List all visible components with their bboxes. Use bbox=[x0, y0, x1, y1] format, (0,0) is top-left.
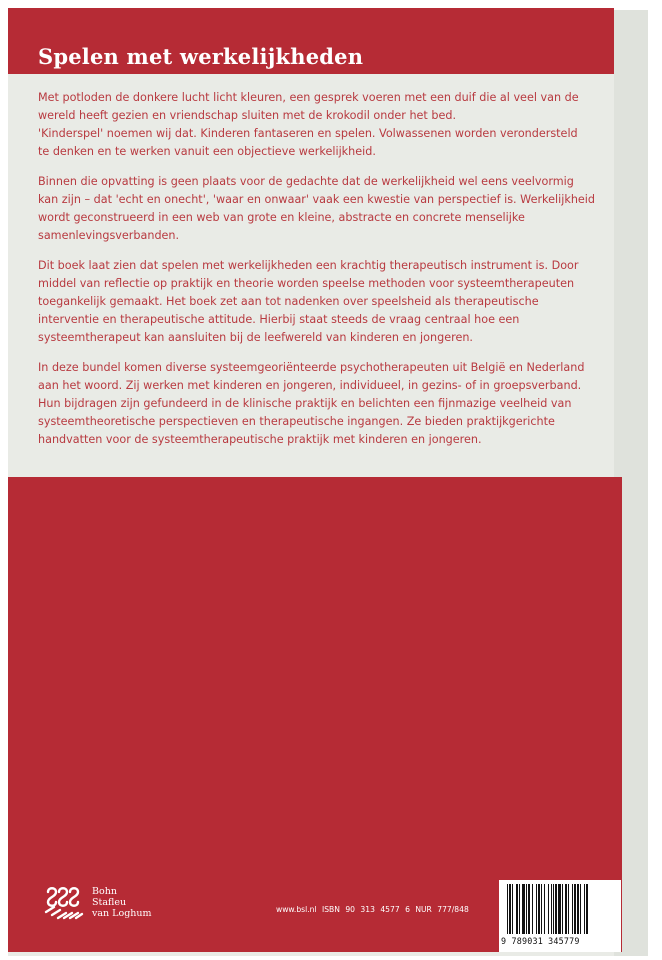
barcode-digits: 9 789031 345779 bbox=[501, 936, 580, 946]
blurb-paragraph bbox=[38, 173, 598, 245]
bohn-stafleu-logo-icon bbox=[44, 884, 84, 920]
book-title: Spelen met werkelijkheden bbox=[38, 44, 364, 69]
blurb-line: middel van reflectie op praktijk en theorie worden speelse methoden voor systeemtherapeuten bbox=[38, 277, 575, 290]
publisher-name bbox=[92, 886, 152, 919]
blurb-line: Binnen die opvatting is geen plaats voor de gedachte dat de werkelijkheid wel eens veelvormig bbox=[38, 175, 574, 188]
publisher-line: Bohn bbox=[92, 886, 117, 897]
barcode-area bbox=[499, 880, 621, 952]
blurb-line: In deze bundel komen diverse systeemgeoriënteerde psychotherapeuten uit België en Nederland bbox=[38, 361, 585, 374]
barcode-icon bbox=[505, 884, 615, 936]
blurb-line: systeemtherapeut kan aansluiten bij de leefwereld van kinderen en jongeren. bbox=[38, 331, 473, 344]
blurb-line: Met potloden de donkere lucht licht kleuren, een gesprek voeren met een duif die al veel van de bbox=[38, 91, 579, 104]
blurb bbox=[38, 89, 598, 461]
blurb-line: Hun bijdragen zijn gefundeerd in de klinische praktijk en belichten een fijnmazige veelheid van bbox=[38, 397, 572, 410]
blurb-line: wereld heeft gezien en vriendschap sluiten met de krokodil onder het bed. bbox=[38, 109, 457, 122]
blurb-line: samenlevingsverbanden. bbox=[38, 229, 180, 242]
blurb-line: systeemtheoretische perspectieven en therapeutische ingangen. Ze bieden praktijkgerichte bbox=[38, 415, 555, 428]
blurb-line: te denken en te werken vanuit een objectieve werkelijkheid. bbox=[38, 145, 376, 158]
blurb-line: wordt geconstrueerd in een web van grote en kleine, abstracte en concrete menselijke bbox=[38, 211, 525, 224]
blurb-line: toegankelijk gemaakt. Het boek zet aan tot nadenken over speelsheid als therapeutische bbox=[38, 295, 539, 308]
isbn-line: www.bsl.nl ISBN 90 313 4577 6 NUR 777/848 bbox=[276, 905, 469, 914]
blurb-paragraph bbox=[38, 89, 598, 161]
publisher-line: van Loghum bbox=[92, 908, 152, 919]
blurb-line: kan zijn – dat 'echt en onecht', 'waar en onwaar' vaak een kwestie van perspectief is. Werkelijkheid bbox=[38, 193, 596, 206]
blurb-line: 'Kinderspel' noemen wij dat. Kinderen fantaseren en spelen. Volwassenen worden verondersteld bbox=[38, 127, 578, 140]
blurb-paragraph bbox=[38, 257, 598, 347]
blurb-line: interventie en therapeutische attitude. Hierbij staat steeds de vraag centraal hoe een bbox=[38, 313, 520, 326]
blurb-line: handvatten voor de systeemtherapeutische praktijk met kinderen en jongeren. bbox=[38, 433, 482, 446]
blurb-line: aan het woord. Zij werken met kinderen en jongeren, individueel, in gezins- of in groepsverband. bbox=[38, 379, 582, 392]
blurb-paragraph bbox=[38, 359, 598, 449]
publisher-line: Stafleu bbox=[92, 897, 127, 908]
blurb-line: Dit boek laat zien dat spelen met werkelijkheden een krachtig therapeutisch instrument is. Door bbox=[38, 259, 579, 272]
